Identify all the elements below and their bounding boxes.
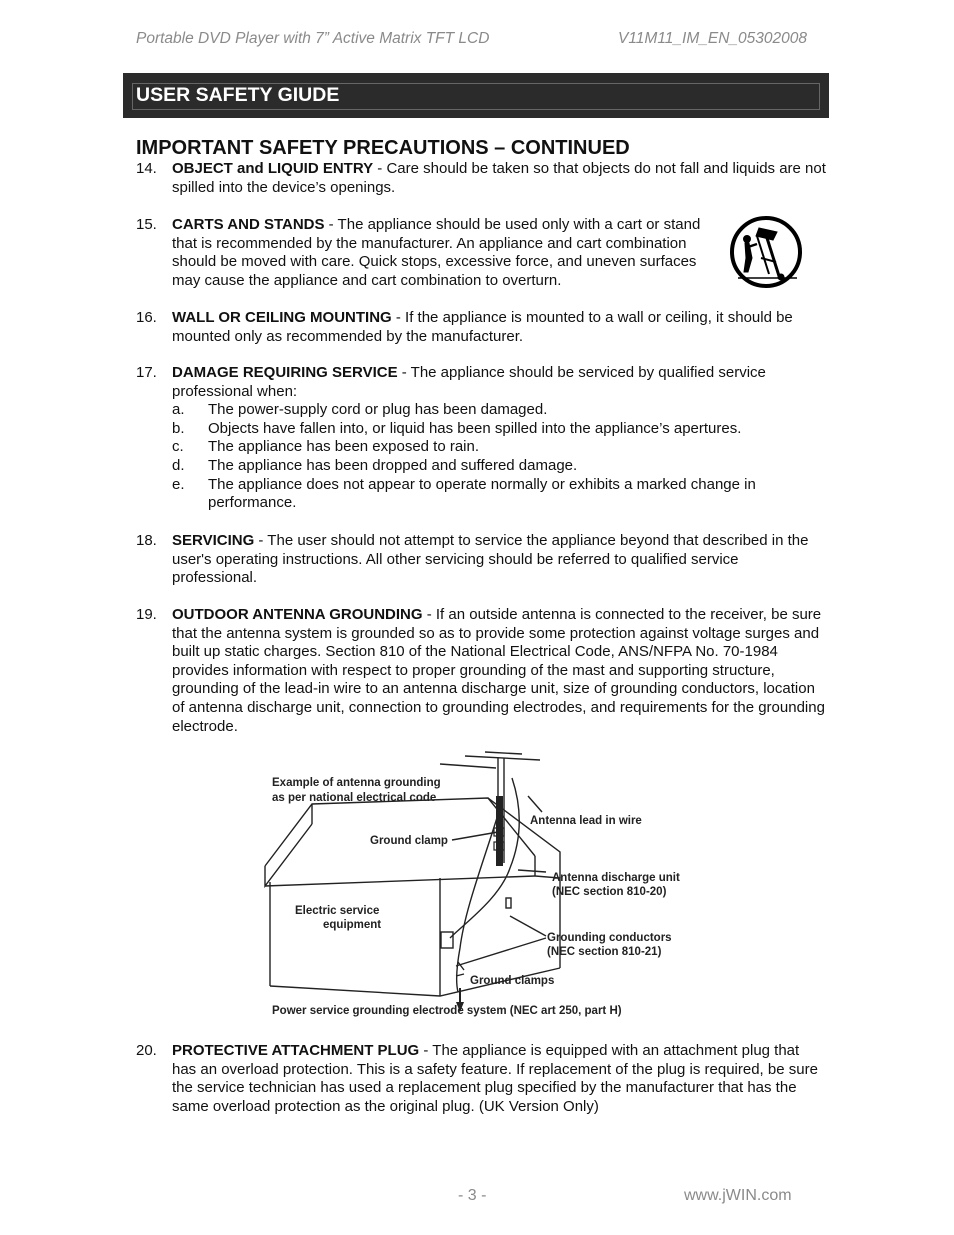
label-conductors: Grounding conductors bbox=[547, 932, 672, 944]
sub-item-d bbox=[136, 457, 826, 476]
sub-letter: e. bbox=[172, 475, 185, 493]
item-number: 14. bbox=[136, 160, 157, 177]
sub-letter: c. bbox=[172, 438, 184, 456]
header-doc-code: V11M11_IM_EN_05302008 bbox=[618, 30, 808, 47]
sub-letter: a. bbox=[172, 401, 185, 419]
sub-item-e bbox=[136, 476, 826, 513]
section-banner bbox=[123, 73, 829, 118]
item-text: - The appliance should be serviced by qualified service professional when: bbox=[172, 364, 766, 400]
sub-letter: d. bbox=[172, 456, 185, 474]
item-text: - The user should not attempt to service the appliance beyond that described in the user's operating instructions. All other servicing should be referred to qualified service professional. bbox=[172, 532, 809, 587]
header-title: Portable DVD Player with 7” Active Matrix TFT LCD bbox=[136, 30, 490, 47]
label-antenna-lead: Antenna lead in wire bbox=[530, 815, 642, 827]
page-title: IMPORTANT SAFETY PRECAUTIONS – CONTINUED bbox=[136, 137, 630, 159]
label-service-line2: equipment bbox=[323, 919, 382, 931]
item-number: 16. bbox=[136, 309, 157, 326]
item-title: SERVICING bbox=[172, 532, 255, 549]
item-text: - If an outside antenna is connected to the receiver, be sure that the antenna system is grounded so as to provide some protection against voltage surges and built up static charges. Section 810 of the National Electrical Code, ANS/NFPA No. 70-1984 provides information with respect to proper grounding of the mast and supporting structure, grounding of the lead-in wire to an antenna discharge unit, size of grounding conductors, location of antenna discharge unit, connection to grounding electrodes, and requirements for the grounding electrode. bbox=[172, 606, 825, 735]
footer-url: www.jWIN.com bbox=[684, 1187, 792, 1204]
item-text: - The appliance should be used only with a cart or stand that is recommended by the manufacturer. An appliance and cart combination should be moved with care. Quick stops, excessive force, and uneven surfaces may cause the appliance and cart combination to overturn. bbox=[172, 216, 701, 289]
diagram-title-line2: as per national electrical code bbox=[272, 792, 437, 804]
sub-text: Objects have fallen into, or liquid has been spilled into the appliance’s apertures. bbox=[208, 419, 742, 437]
sub-item-a bbox=[136, 401, 826, 420]
item-number: 15. bbox=[136, 216, 157, 233]
precaution-15 bbox=[136, 216, 721, 290]
item-number: 20. bbox=[136, 1042, 157, 1059]
precaution-14 bbox=[136, 160, 826, 197]
sub-text: The appliance has been dropped and suffered damage. bbox=[208, 456, 578, 474]
antenna-grounding-diagram bbox=[260, 748, 710, 1028]
precaution-20 bbox=[136, 1042, 826, 1116]
precaution-18 bbox=[136, 532, 826, 588]
item-number: 18. bbox=[136, 532, 157, 549]
item-text: - Care should be taken so that objects do not fall and liquids are not spilled into the device’s openings. bbox=[172, 160, 826, 196]
item-text: - If the appliance is mounted to a wall or ceiling, it should be mounted only as recommended by the manufacturer. bbox=[172, 309, 793, 345]
precaution-16 bbox=[136, 309, 826, 346]
sub-text: The power-supply cord or plug has been damaged. bbox=[208, 401, 548, 419]
sub-item-c bbox=[136, 438, 826, 457]
item-title: OBJECT and LIQUID ENTRY bbox=[172, 160, 374, 177]
sub-text: The appliance does not appear to operate normally or exhibits a marked change in performance. bbox=[208, 475, 756, 512]
sub-text: The appliance has been exposed to rain. bbox=[208, 438, 480, 456]
sub-letter: b. bbox=[172, 419, 185, 437]
cart-tip-warning-icon bbox=[729, 214, 805, 295]
item-title: PROTECTIVE ATTACHMENT PLUG bbox=[172, 1042, 420, 1059]
item-title: OUTDOOR ANTENNA GROUNDING bbox=[172, 606, 423, 623]
sub-item-b bbox=[136, 420, 826, 439]
diagram-title-line1: Example of antenna grounding bbox=[272, 777, 441, 789]
label-service-line1: Electric service bbox=[295, 905, 380, 917]
label-electrode-system: Power service grounding electrode system (NEC art 250, part H) bbox=[272, 1005, 622, 1017]
label-ground-clamp: Ground clamp bbox=[370, 835, 448, 847]
page-number: - 3 - bbox=[458, 1187, 487, 1204]
banner-title: USER SAFETY GIUDE bbox=[136, 84, 340, 106]
precaution-19 bbox=[136, 606, 826, 736]
label-discharge-section: (NEC section 810-20) bbox=[552, 886, 667, 898]
label-ground-clamps: Ground clamps bbox=[470, 975, 555, 987]
item-title: DAMAGE REQUIRING SERVICE bbox=[172, 364, 398, 381]
item-text: - The appliance is equipped with an attachment plug that has an overload protection. This is a safety feature. If replacement of the plug is required, be sure the service technician has used a replacement plug specified by the manufacturer that has the same overload protection as the original plug. (UK Version Only) bbox=[172, 1042, 818, 1115]
label-conductors-section: (NEC section 810-21) bbox=[547, 946, 662, 958]
label-discharge-unit: Antenna discharge unit bbox=[552, 872, 680, 884]
item-title: CARTS AND STANDS bbox=[172, 216, 325, 233]
precaution-17 bbox=[136, 364, 826, 513]
item-number: 17. bbox=[136, 364, 157, 381]
item-title: WALL OR CEILING MOUNTING bbox=[172, 309, 392, 326]
item-number: 19. bbox=[136, 606, 157, 623]
